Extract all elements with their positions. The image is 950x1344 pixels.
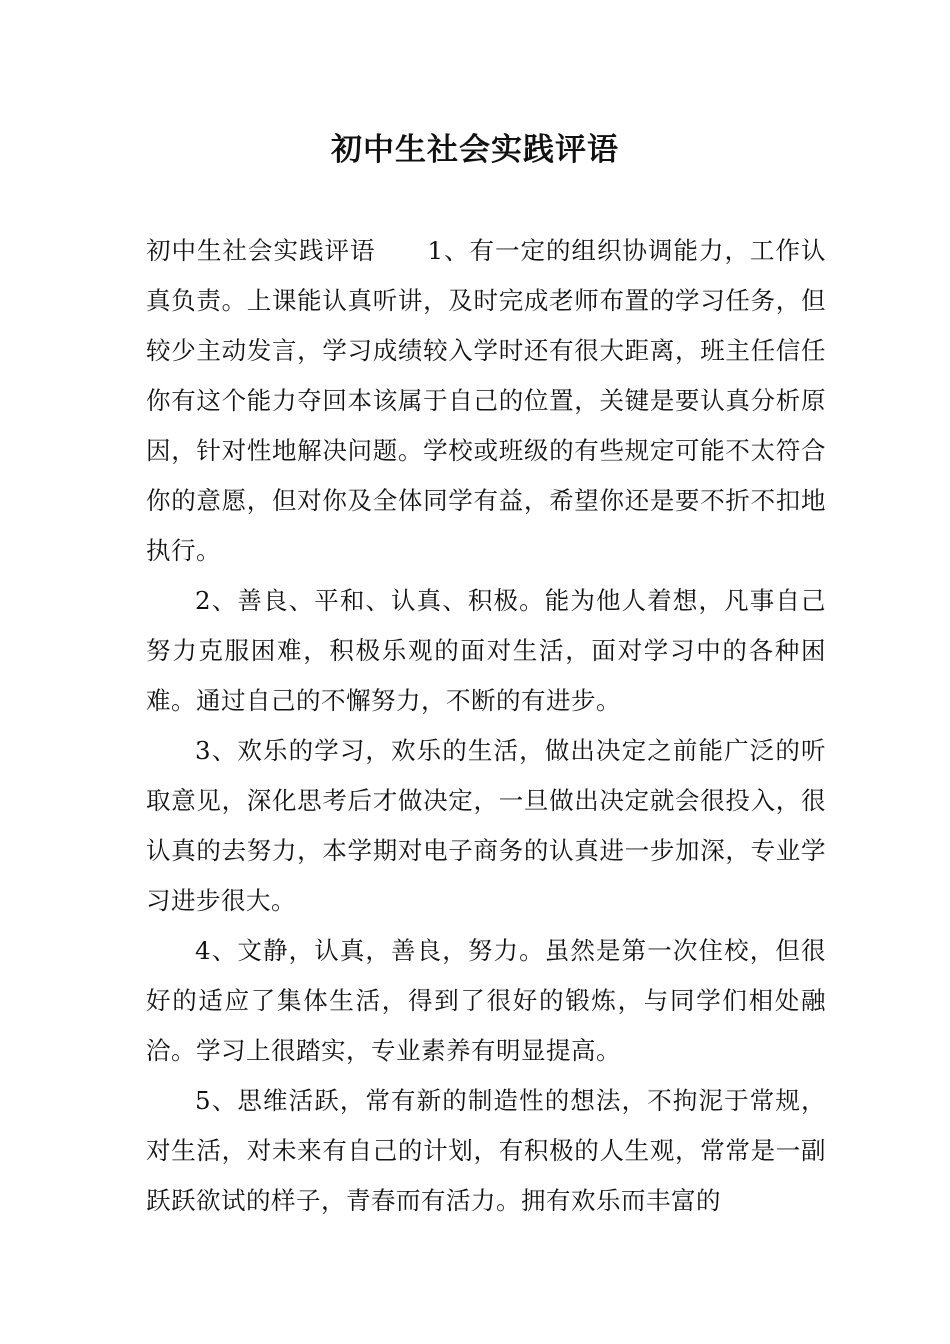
paragraph-4: 4、文静，认真，善良，努力。虽然是第一次住校，但很好的适应了集体生活，得到了很好的锻炼，与同学们相处融洽。学习上很踏实，专业素养有明显提高。: [146, 936, 826, 1065]
intro-label: 初中生社会实践评语: [146, 236, 376, 265]
page-title: 初中生社会实践评语: [331, 132, 619, 168]
document-body: [146, 226, 826, 1226]
paragraph-1: [146, 226, 826, 576]
paragraph-5: 5、思维活跃，常有新的制造性的想法，不拘泥于常规，对生活，对未来有自己的计划，有积极的人生观，常常是一副跃跃欲试的样子，青春而有活力。拥有欢乐而丰富的: [146, 1086, 826, 1215]
paragraph-2: 2、善良、平和、认真、积极。能为他人着想，凡事自己努力克服困难，积极乐观的面对生活，面对学习中的各种困难。通过自己的不懈努力，不断的有进步。: [146, 586, 826, 715]
paragraph-3: 3、欢乐的学习，欢乐的生活，做出决定之前能广泛的听取意见，深化思考后才做决定，一旦做出决定就会很投入，很认真的去努力，本学期对电子商务的认真进一步加深，专业学习进步很大。: [146, 736, 826, 915]
paragraph-1-text: 1、有一定的组织协调能力，工作认真负责。上课能认真听讲，及时完成老师布置的学习任务，但较少主动发言，学习成绩较入学时还有很大距离，班主任信任你有这个能力夺回本该属于自己的位置，关键是要认真分析原因，针对性地解决问题。学校或班级的有些规定可能不太符合你的意愿，但对你及全体同学有益，希望你还是要不折不扣地执行。: [146, 236, 826, 565]
